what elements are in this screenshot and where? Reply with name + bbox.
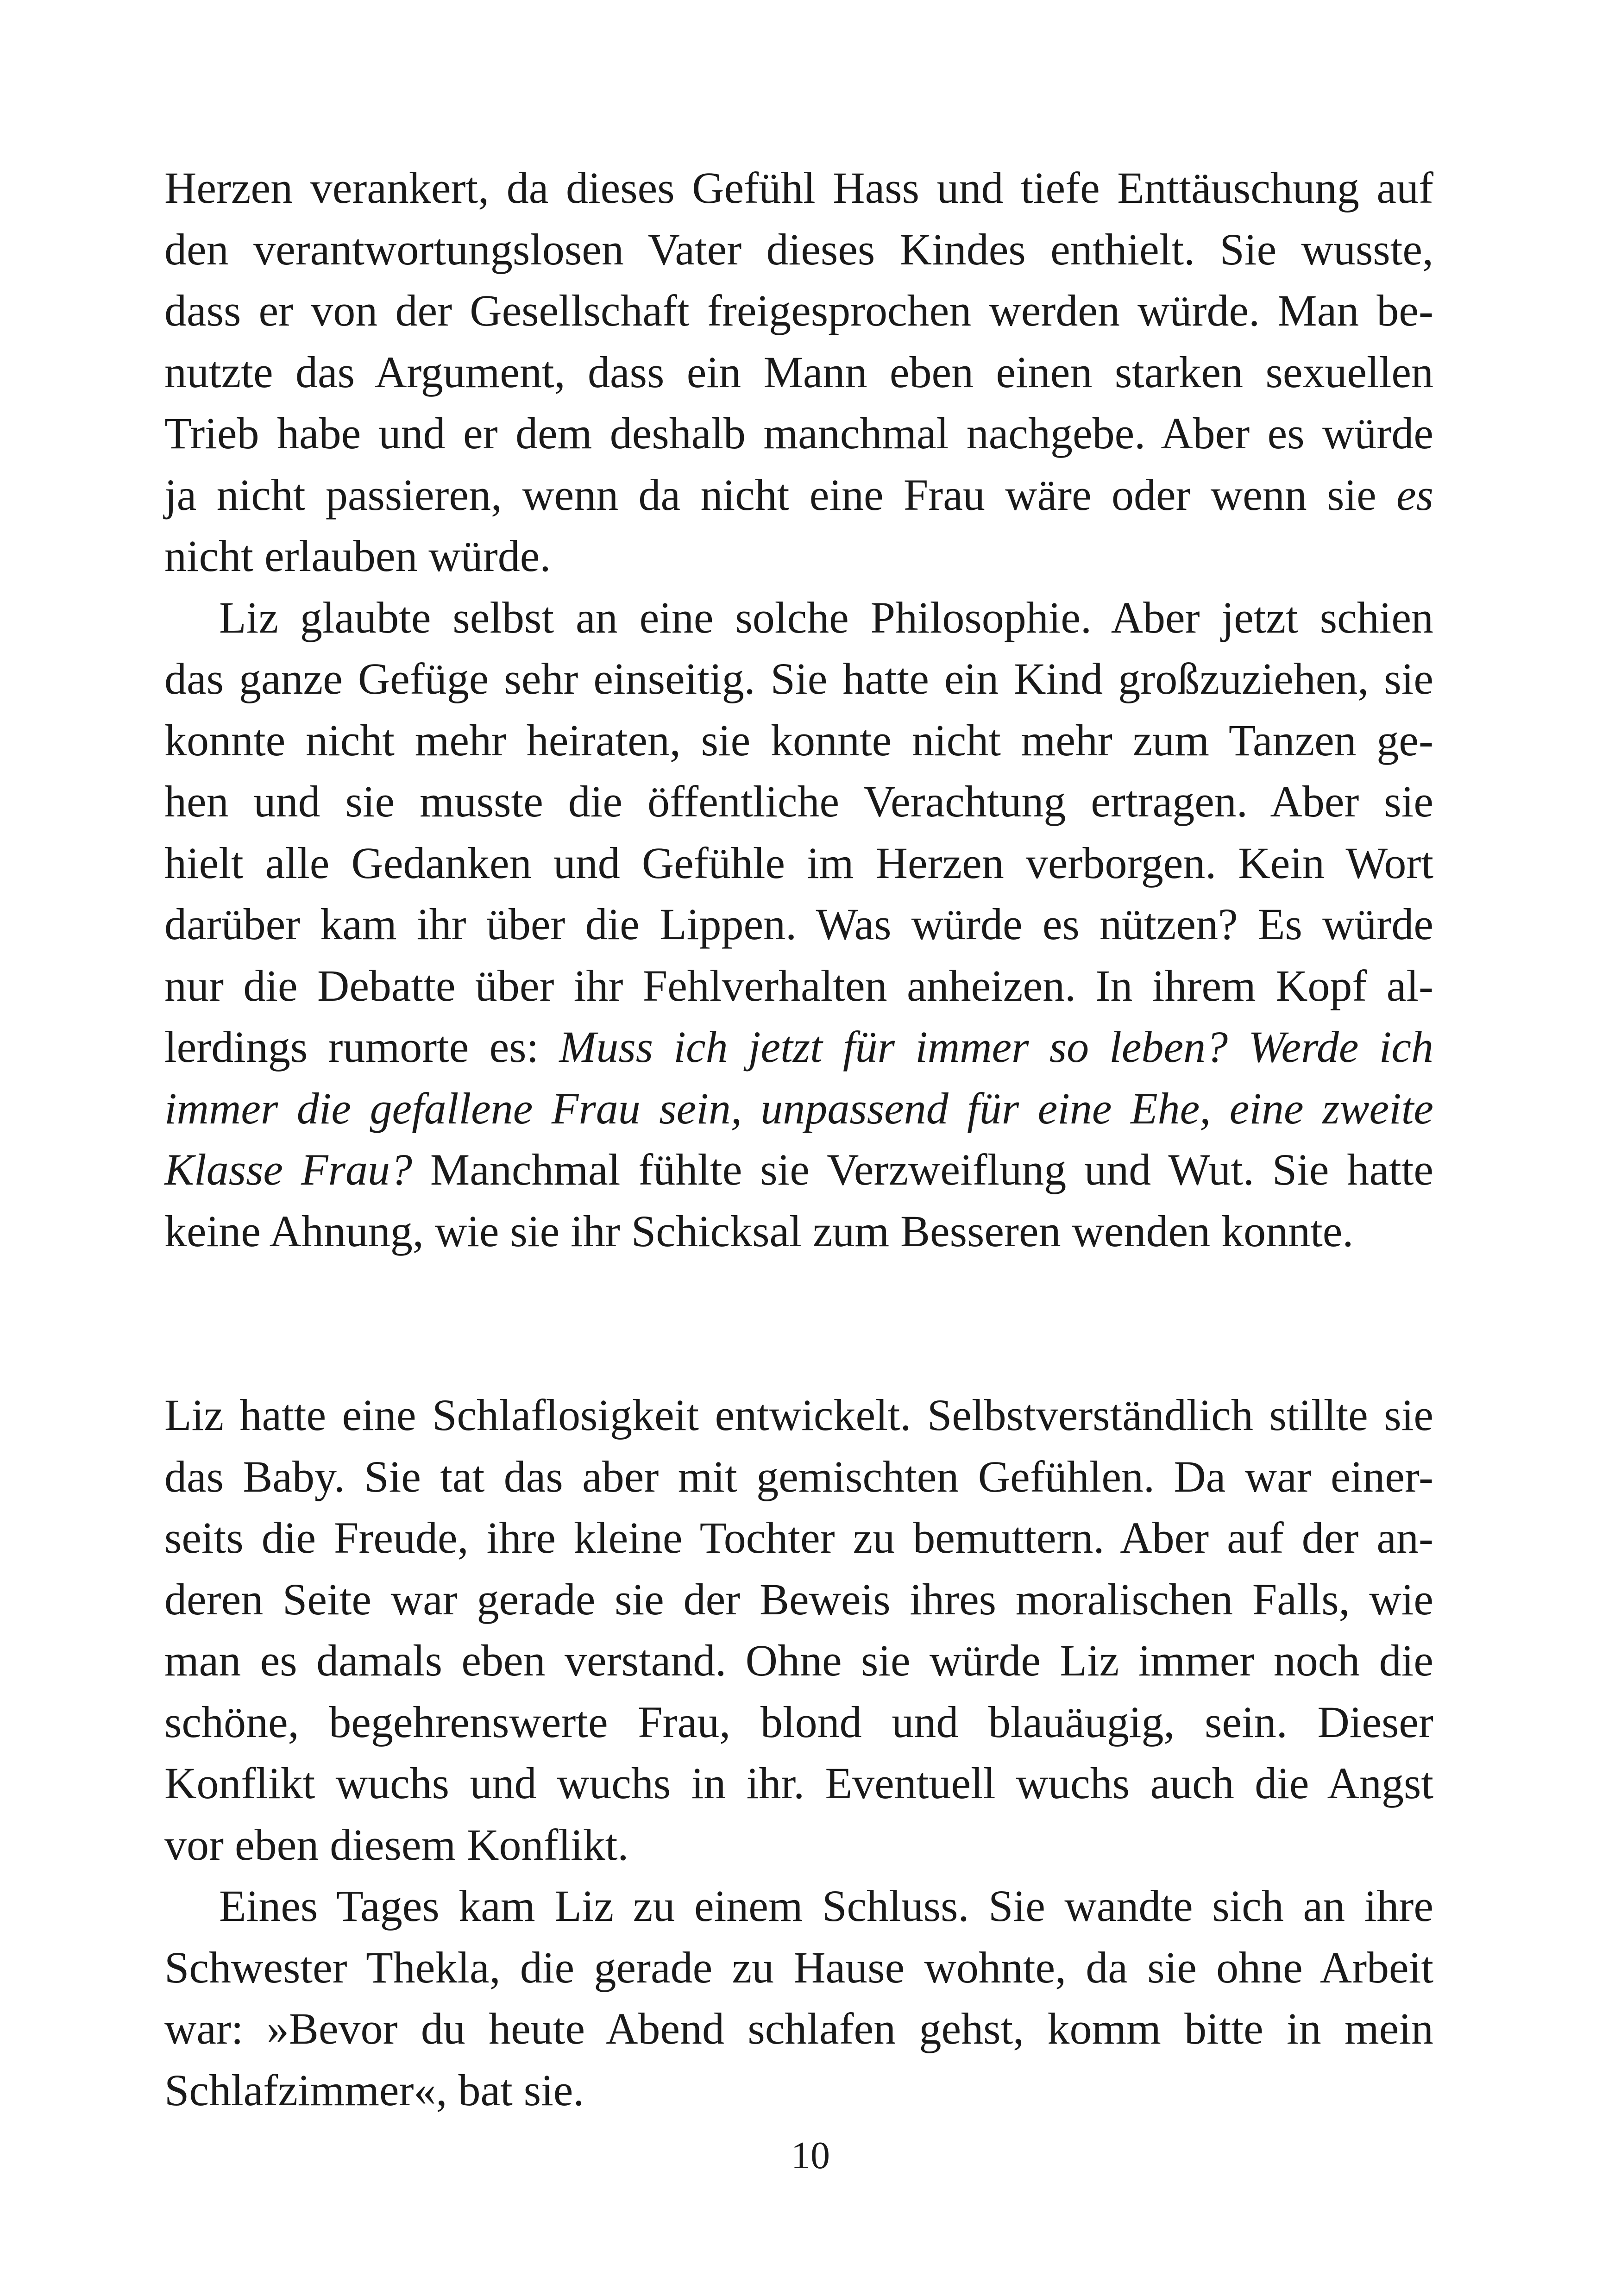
body-text [164, 157, 1433, 2121]
text-line: Klasse Frau? Manchmal fühlte sie Verzweiflung und Wut. Sie hatte [164, 1145, 1434, 1194]
text-line: lerdings rumorte es: Muss ich jetzt für immer so leben? Werde ich [164, 1022, 1434, 1072]
text-line: seits die Freude, ihre kleine Tochter zu bemuttern. Aber auf der an- [164, 1513, 1433, 1562]
text-line: Trieb habe und er dem deshalb manchmal nachgebe. Aber es würde [164, 408, 1433, 458]
paragraph [164, 1876, 1433, 2121]
italic-text: immer die gefallene Frau sein, unpassend für eine Ehe, eine zweite [164, 1083, 1433, 1133]
text-line: Konflikt wuchs und wuchs in ihr. Eventuell wuchs auch die Angst [164, 1758, 1433, 1808]
text-line: hen und sie musste die öffentliche Verachtung ertragen. Aber sie [164, 777, 1433, 826]
italic-text: Klasse Frau? [164, 1145, 412, 1194]
page-number: 10 [791, 2134, 830, 2177]
text-line: Liz glaubte selbst an eine solche Philosophie. Aber jetzt schien [219, 592, 1433, 642]
text-line: Schlafzimmer«, bat sie. [164, 2065, 584, 2115]
text-line [164, 1078, 1433, 1140]
text-line: nutzte das Argument, dass ein Mann eben einen starken sexuellen [164, 347, 1433, 397]
text-line: deren Seite war gerade sie der Beweis ihres moralischen Falls, wie [164, 1574, 1433, 1624]
text-line: den verantwortungslosen Vater dieses Kindes enthielt. Sie wusste, [164, 224, 1433, 274]
text-line: nur die Debatte über ihr Fehlverhalten anheizen. In ihrem Kopf al- [164, 960, 1433, 1010]
text-line: darüber kam ihr über die Lippen. Was würde es nützen? Es würde [164, 899, 1433, 949]
text-line: Herzen verankert, da dieses Gefühl Hass und tiefe Enttäuschung auf [164, 163, 1433, 213]
text-line: vor eben diesem Konflikt. [164, 1819, 629, 1869]
italic-text: Muss ich jetzt für immer so leben? Werde ich [559, 1022, 1434, 1072]
text-line: Liz hatte eine Schlaflosigkeit entwickelt. Selbstverständlich stillte sie [164, 1390, 1433, 1440]
text-line: war: »Bevor du heute Abend schlafen gehst, komm bitte in mein [164, 2004, 1433, 2053]
text-line: das ganze Gefüge sehr einseitig. Sie hatte ein Kind großzuziehen, sie [164, 654, 1433, 703]
text-line: das Baby. Sie tat das aber mit gemischten Gefühlen. Da war einer- [164, 1451, 1433, 1501]
text-line: dass er von der Gesellschaft freigesprochen werden würde. Man be- [164, 286, 1433, 335]
italic-text: es [1396, 470, 1433, 520]
text-line: man es damals eben verstand. Ohne sie würde Liz immer noch die [164, 1636, 1433, 1685]
text-line: ja nicht passieren, wenn da nicht eine Frau wäre oder wenn sie es [164, 470, 1433, 520]
text-line: konnte nicht mehr heiraten, sie konnte nicht mehr zum Tanzen ge- [164, 715, 1433, 765]
paragraph [164, 157, 1433, 587]
text-line: Schwester Thekla, die gerade zu Hause wohnte, da sie ohne Arbeit [164, 1942, 1433, 1992]
text-line: schöne, begehrenswerte Frau, blond und blauäugig, sein. Dieser [164, 1697, 1433, 1747]
paragraph [164, 587, 1433, 1262]
paragraph [164, 1385, 1433, 1876]
text-line: Eines Tages kam Liz zu einem Schluss. Sie wandte sich an ihre [219, 1881, 1433, 1931]
paragraph-gap [164, 1262, 1433, 1385]
text-line: nicht erlauben würde. [164, 531, 551, 581]
text-line: hielt alle Gedanken und Gefühle im Herzen verborgen. Kein Wort [164, 838, 1433, 888]
text-line: keine Ahnung, wie sie ihr Schicksal zum Besseren wenden konnte. [164, 1206, 1354, 1256]
